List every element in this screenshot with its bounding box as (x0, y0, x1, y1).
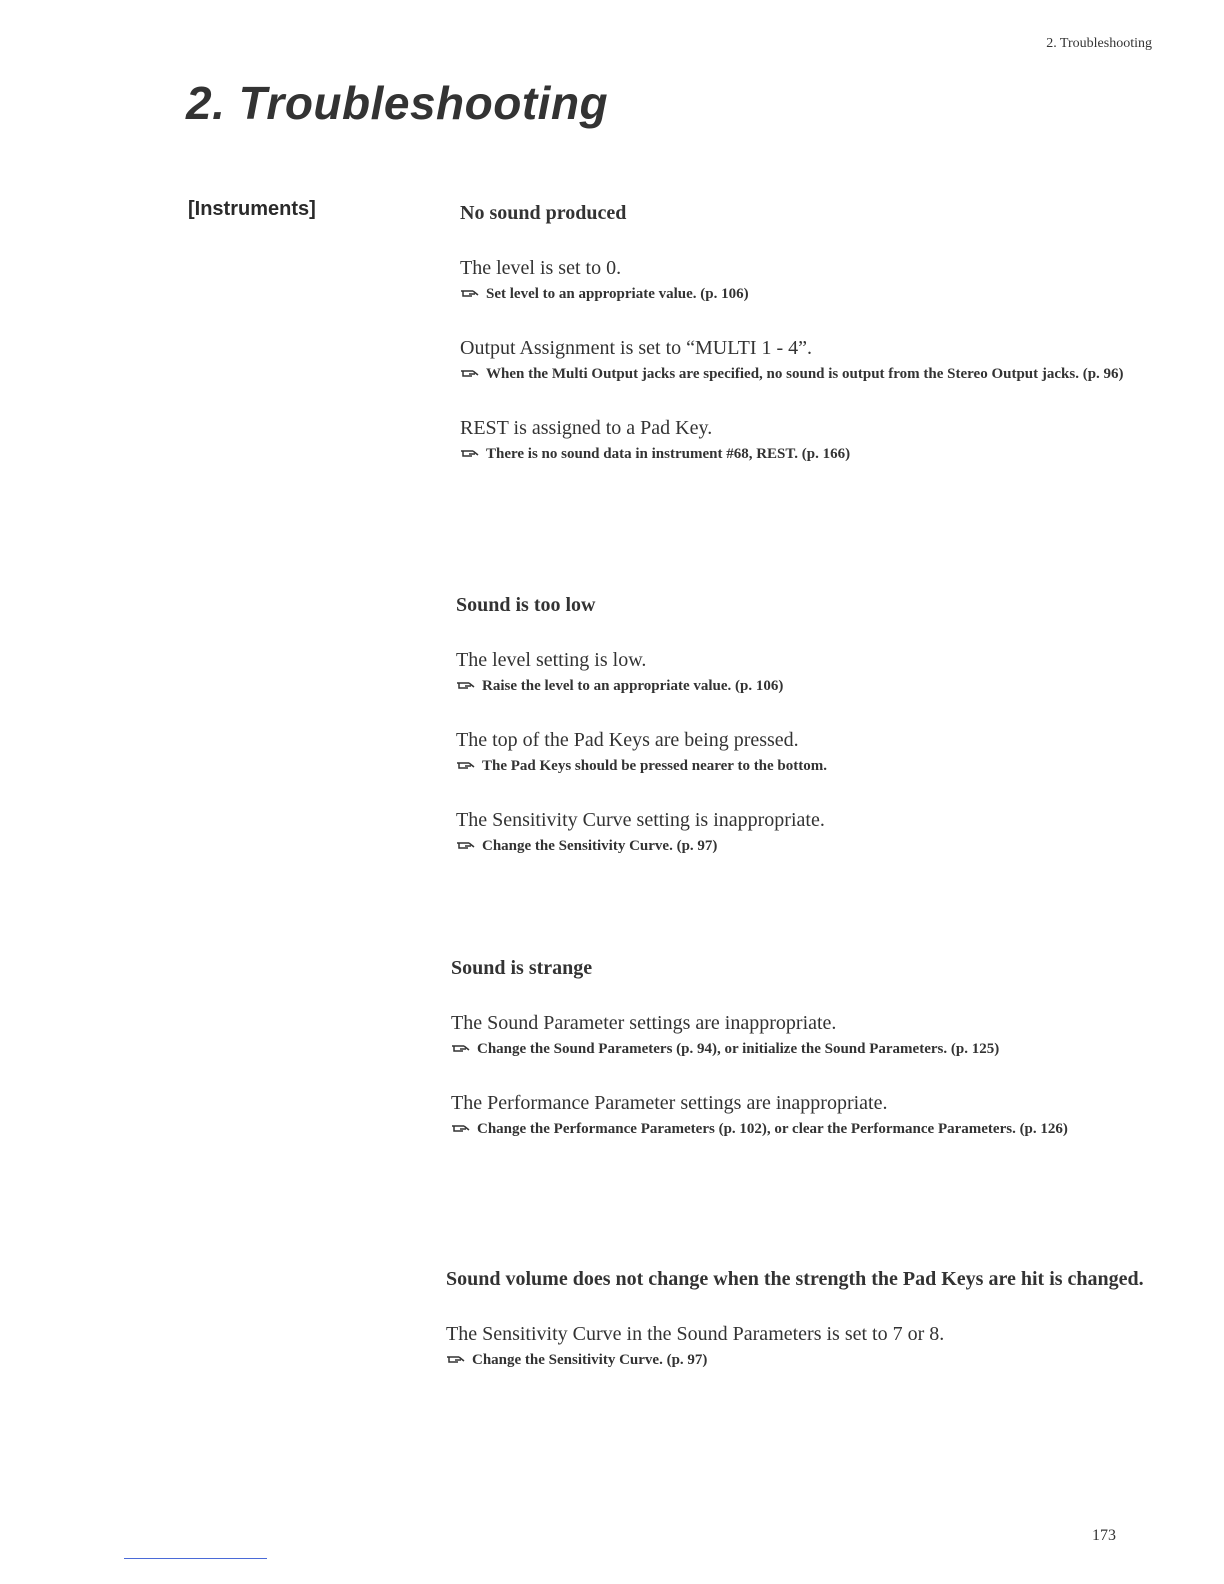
pointing-hand-icon (460, 366, 480, 380)
problem-cause: The level is set to 0. (460, 257, 622, 279)
problem-remedy (460, 284, 1180, 306)
problem-cause: Output Assignment is set to “MULTI 1 - 4”. (460, 336, 813, 359)
problem-remedy (460, 364, 1180, 386)
pointing-hand-icon (456, 678, 476, 692)
remedy-text: Set level to an appropriate value. (p. 106) (486, 286, 749, 302)
pointing-hand-icon (460, 446, 480, 460)
section-too-low (456, 592, 1176, 887)
remedy-text: Change the Sound Parameters (p. 94), or initialize the Sound Parameters. (p. 125) (477, 1041, 1000, 1057)
problem-item (456, 808, 1176, 858)
section-volume-no-change (446, 1266, 1166, 1402)
problem-item (460, 416, 1180, 466)
problem-remedy (451, 1039, 1171, 1061)
remedy-text: Raise the level to an appropriate value. (p. 106) (482, 678, 784, 694)
problem-item (456, 728, 1176, 778)
problem-remedy (451, 1119, 1171, 1141)
chapter-title: 2. Troubleshooting (186, 77, 609, 129)
remedy-text: Change the Performance Parameters (p. 102), or clear the Performance Parameters. (p. 126) (477, 1120, 1068, 1137)
page-number: 173 (1092, 1527, 1116, 1544)
remedy-text: The Pad Keys should be pressed nearer to the bottom. (482, 757, 828, 774)
remedy-text: Change the Sensitivity Curve. (p. 97) (482, 837, 718, 854)
category-label: [Instruments] (188, 198, 316, 220)
footer-rule (124, 1558, 267, 1559)
pointing-hand-icon (451, 1121, 471, 1135)
pointing-hand-icon (456, 758, 476, 772)
problem-cause: REST is assigned to a Pad Key. (460, 416, 713, 439)
pointing-hand-icon (451, 1041, 471, 1055)
problem-item (460, 256, 1180, 306)
remedy-text: Change the Sensitivity Curve. (p. 97) (472, 1352, 708, 1368)
problem-item (451, 1011, 1171, 1061)
pointing-hand-icon (456, 838, 476, 852)
problem-remedy (446, 1350, 1166, 1372)
section-no-sound (460, 200, 1180, 495)
section-heading: Sound is too low (456, 594, 596, 616)
problem-cause: The top of the Pad Keys are being pressed. (456, 728, 799, 751)
problem-remedy (456, 836, 1176, 858)
problem-cause: The Performance Parameter settings are inappropriate. (451, 1091, 888, 1114)
remedy-text: There is no sound data in instrument #68, REST. (p. 166) (486, 445, 851, 462)
problem-remedy (456, 756, 1176, 778)
problem-cause: The level setting is low. (456, 649, 647, 671)
problem-item (451, 1091, 1171, 1141)
problem-remedy (460, 444, 1180, 466)
section-heading: Sound volume does not change when the strength the Pad Keys are hit is changed. (446, 1268, 1144, 1290)
problem-cause: The Sensitivity Curve setting is inappropriate. (456, 808, 825, 831)
problem-item (456, 648, 1176, 698)
section-strange (451, 955, 1171, 1171)
problem-cause: The Sensitivity Curve in the Sound Parameters is set to 7 or 8. (446, 1323, 945, 1345)
remedy-text: When the Multi Output jacks are specified, no sound is output from the Stereo Output jacks. (p. 96) (486, 365, 1124, 382)
problem-item (446, 1322, 1166, 1372)
problem-item (460, 336, 1180, 386)
problem-remedy (456, 676, 1176, 698)
problem-cause: The Sound Parameter settings are inappropriate. (451, 1012, 837, 1034)
section-heading: Sound is strange (451, 957, 593, 979)
pointing-hand-icon (460, 286, 480, 300)
pointing-hand-icon (446, 1352, 466, 1366)
running-header: 2. Troubleshooting (1046, 36, 1152, 51)
section-heading: No sound produced (460, 202, 627, 224)
